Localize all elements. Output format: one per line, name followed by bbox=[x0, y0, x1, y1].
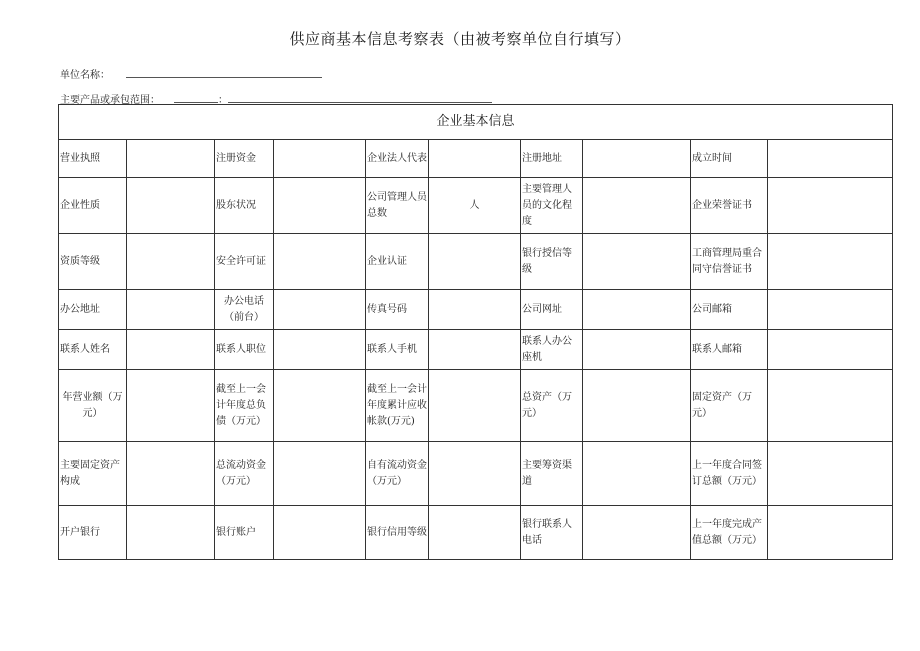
row-label: 股东状况 bbox=[215, 178, 274, 234]
value-cell[interactable] bbox=[127, 140, 215, 178]
row-label: 银行账户 bbox=[215, 506, 274, 560]
row-label: 主要管理人员的文化程度 bbox=[521, 178, 583, 234]
staff-unit-cell[interactable]: 人 bbox=[429, 178, 521, 234]
row-label: 企业法人代表 bbox=[366, 140, 429, 178]
main-products-label: 主要产品或承包范围： bbox=[60, 95, 160, 106]
value-cell[interactable] bbox=[768, 370, 893, 442]
enterprise-info-table bbox=[58, 104, 893, 560]
row-label: 企业荣誉证书 bbox=[691, 178, 768, 234]
row-label: 银行信用等级 bbox=[366, 506, 429, 560]
row-label: 公司网址 bbox=[521, 290, 583, 330]
row-label: 企业认证 bbox=[366, 234, 429, 290]
row-label: 注册地址 bbox=[521, 140, 583, 178]
value-cell[interactable] bbox=[429, 234, 521, 290]
table-row bbox=[59, 330, 893, 370]
value-cell[interactable] bbox=[127, 178, 215, 234]
table-row bbox=[59, 140, 893, 178]
row-label: 企业性质 bbox=[59, 178, 127, 234]
value-cell[interactable] bbox=[429, 140, 521, 178]
row-label: 安全许可证 bbox=[215, 234, 274, 290]
value-cell[interactable] bbox=[429, 442, 521, 506]
value-cell[interactable] bbox=[768, 140, 893, 178]
value-cell[interactable] bbox=[274, 506, 366, 560]
value-cell[interactable] bbox=[274, 442, 366, 506]
row-label: 总流动资金（万元） bbox=[215, 442, 274, 506]
value-cell[interactable] bbox=[583, 442, 691, 506]
row-label: 上一年度合同签订总额（万元） bbox=[691, 442, 768, 506]
main-products-blank-short[interactable] bbox=[174, 92, 218, 103]
row-label: 资质等级 bbox=[59, 234, 127, 290]
row-label: 联系人手机 bbox=[366, 330, 429, 370]
row-label: 联系人姓名 bbox=[59, 330, 127, 370]
row-label: 工商管理局重合同守信誉证书 bbox=[691, 234, 768, 290]
row-label: 固定资产（万元） bbox=[691, 370, 768, 442]
value-cell[interactable] bbox=[768, 178, 893, 234]
row-label: 截至上一会计年度总负债（万元） bbox=[215, 370, 274, 442]
value-cell[interactable] bbox=[274, 290, 366, 330]
row-label: 年营业额（万元） bbox=[59, 370, 127, 442]
row-label: 主要固定资产构成 bbox=[59, 442, 127, 506]
table-row bbox=[59, 290, 893, 330]
value-cell[interactable] bbox=[274, 178, 366, 234]
value-cell[interactable] bbox=[583, 140, 691, 178]
row-label: 联系人职位 bbox=[215, 330, 274, 370]
value-cell[interactable] bbox=[583, 178, 691, 234]
value-cell[interactable] bbox=[274, 140, 366, 178]
table-header: 企业基本信息 bbox=[59, 105, 893, 140]
table-row bbox=[59, 370, 893, 442]
row-label: 主要筹资渠道 bbox=[521, 442, 583, 506]
value-cell[interactable] bbox=[429, 290, 521, 330]
value-cell[interactable] bbox=[274, 234, 366, 290]
value-cell[interactable] bbox=[583, 370, 691, 442]
table-row bbox=[59, 178, 893, 234]
value-cell[interactable] bbox=[127, 330, 215, 370]
row-label: 传真号码 bbox=[366, 290, 429, 330]
table-row bbox=[59, 506, 893, 560]
main-products-blank-line[interactable] bbox=[228, 92, 492, 103]
value-cell[interactable] bbox=[768, 290, 893, 330]
row-label: 银行授信等级 bbox=[521, 234, 583, 290]
value-cell[interactable] bbox=[583, 506, 691, 560]
row-label: 注册资金 bbox=[215, 140, 274, 178]
value-cell[interactable] bbox=[429, 506, 521, 560]
page-title: 供应商基本信息考察表（由被考察单位自行填写） bbox=[289, 30, 631, 48]
row-label: 办公地址 bbox=[59, 290, 127, 330]
value-cell[interactable] bbox=[768, 506, 893, 560]
value-cell[interactable] bbox=[583, 290, 691, 330]
row-label: 开户银行 bbox=[59, 506, 127, 560]
row-label: 公司管理人员总数 bbox=[366, 178, 429, 234]
table-row bbox=[59, 234, 893, 290]
row-label: 公司邮箱 bbox=[691, 290, 768, 330]
row-label: 营业执照 bbox=[59, 140, 127, 178]
value-cell[interactable] bbox=[583, 330, 691, 370]
row-label: 自有流动资金（万元） bbox=[366, 442, 429, 506]
value-cell[interactable] bbox=[768, 330, 893, 370]
row-label: 联系人办公座机 bbox=[521, 330, 583, 370]
value-cell[interactable] bbox=[127, 506, 215, 560]
value-cell[interactable] bbox=[274, 370, 366, 442]
value-cell[interactable] bbox=[127, 234, 215, 290]
row-label: 成立时间 bbox=[691, 140, 768, 178]
row-label: 上一年度完成产值总额（万元） bbox=[691, 506, 768, 560]
row-label: 联系人邮箱 bbox=[691, 330, 768, 370]
value-cell[interactable] bbox=[768, 234, 893, 290]
value-cell[interactable] bbox=[127, 370, 215, 442]
value-cell[interactable] bbox=[127, 290, 215, 330]
row-label: 办公电话（前台） bbox=[215, 290, 274, 330]
main-products-separator: ： bbox=[218, 95, 228, 106]
value-cell[interactable] bbox=[583, 234, 691, 290]
row-label: 截至上一会计年度累计应收帐款(万元) bbox=[366, 370, 429, 442]
value-cell[interactable] bbox=[768, 442, 893, 506]
unit-name-blank-line[interactable] bbox=[126, 67, 322, 78]
value-cell[interactable] bbox=[429, 330, 521, 370]
row-label: 银行联系人电话 bbox=[521, 506, 583, 560]
unit-name-label: 单位名称： bbox=[60, 70, 110, 81]
table-row bbox=[59, 442, 893, 506]
unit-name-field bbox=[60, 66, 322, 81]
row-label: 总资产（万元） bbox=[521, 370, 583, 442]
value-cell[interactable] bbox=[274, 330, 366, 370]
value-cell[interactable] bbox=[429, 370, 521, 442]
value-cell[interactable] bbox=[127, 442, 215, 506]
